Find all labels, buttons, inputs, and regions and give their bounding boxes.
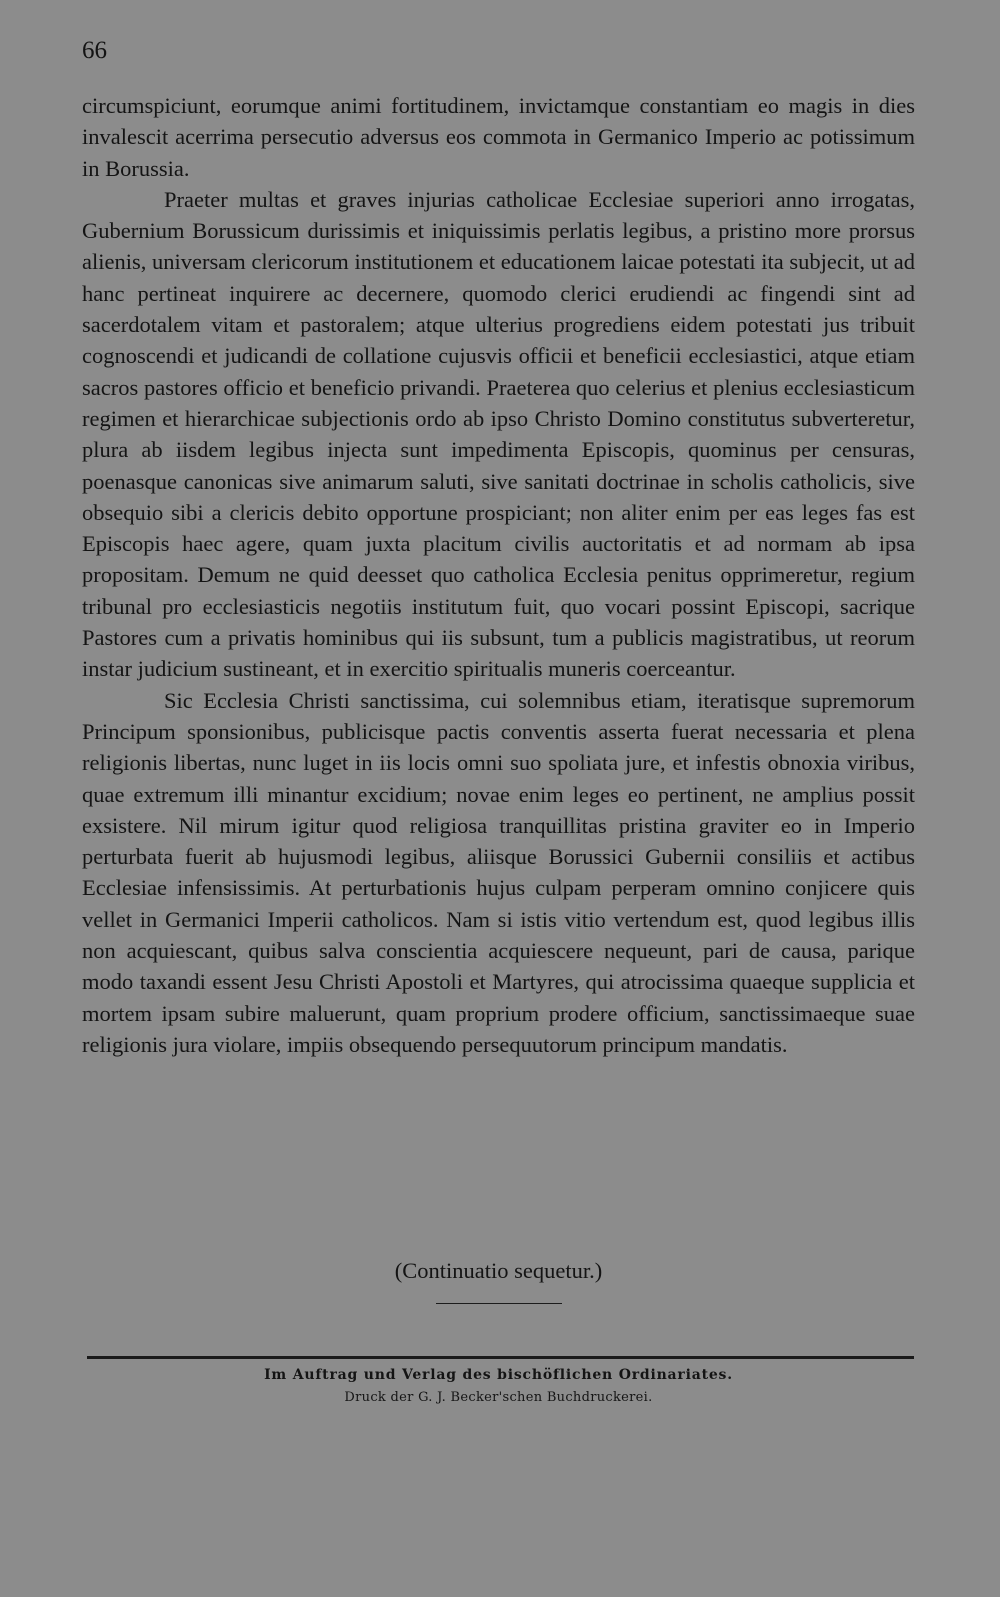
paragraph-3: Sic Ecclesia Christi sanctissima, cui solemnibus etiam, iteratisque supremorum Principum sponsionibus, publicisque pactis conventis asserta fuerat necessaria et plena religionis libertas, nunc luget in iis locis omni suo spoliata jure, et infestis obnoxia viribus, quae extremum illi minantur excidium; novae enim leges eo pertinent, ne amplius possit exsistere. Nil mirum igitur quod religiosa tranquillitas pristina graviter eo in Imperio perturbata fuerit ab hujusmodi legibus, aliisque Borussici Gubernii consiliis et actibus Ecclesiae infensissimis. At perturbationis hujus culpam perperam omnino conjicere quis vellet in Germanici Imperii catholicos. Nam si istis vitio vertendum est, quod legibus illis non acquiescant, quibus salva conscientia acquiescere nequeunt, pari de causa, parique modo taxandi essent Jesu Christi Apostoli et Martyres, qui atrocissima quaeque supplicia et mortem ipsam subire maluerunt, quam proprium prodere officium, sanctissimaeque suae religionis jura violare, impiis obsequendo persequutorum principum mandatis.: [82, 687, 915, 1057]
imprint-publisher: Im Auftrag und Verlag des bischöflichen Ordinariates.: [264, 1367, 733, 1383]
footer-divider: [87, 1356, 914, 1359]
continuation-note: (Continuatio sequetur.): [394, 1258, 603, 1283]
page-number: 66: [82, 37, 107, 64]
paragraph-1: circumspiciunt, eorumque animi fortitudinem, invictamque constantiam eo magis in dies invalescit acerrima persecutio adversus eos commota in Germanico Imperio ac potissimum in Borussia.: [82, 93, 915, 181]
imprint-printer: Druck der G. J. Becker'schen Buchdruckerei.: [344, 1390, 653, 1405]
short-divider: [436, 1303, 562, 1304]
paragraph-2: Praeter multas et graves injurias catholicae Ecclesiae superiori anno irrogatas, Gubernium Borussicum durissimis et iniquissimis perlatis legibus, a pristino more prorsus alienis, universam clericorum institutionem et educationem laicae potestati ita subjecit, ut ad hanc pertineat inquirere ac decernere, quomodo clerici erudiendi ac fingendi sint ad sacerdotalem vitam et pastoralem; atque ulterius progrediens eidem potestati jus tribuit cognoscendi et judicandi de collatione cujusvis officii et beneficii ecclesiastici, atque etiam sacros pastores officio et beneficio privandi. Praeterea quo celerius et plenius ecclesiasticum regimen et hierarchicae subjectionis ordo ab ipso Christo Domino constitutus subverteretur, plura ab iisdem legibus injecta sunt impedimenta Episcopis, quominus per censuras, poenasque canonicas sive animarum saluti, sive sanitati doctrinae in scholis catholicis, sive obsequio sibi a clericis debito opportune prospiciant; non aliter enim per eas leges fas est Episcopis haec agere, quam juxta placitum civilis auctoritatis et ad normam ab ipsa propositam. Demum ne quid deesset quo catholica Ecclesia penitus opprimeretur, regium tribunal pro ecclesiasticis negotiis institutum fuit, quo vocari possint Episcopi, sacrique Pastores cum a privatis hominibus qui iis subsunt, tum a publicis magistratibus, ut reorum instar judicium sustineant, et in exercitio spiritualis muneris coerceantur.: [82, 186, 915, 682]
body-text: [82, 90, 915, 1060]
